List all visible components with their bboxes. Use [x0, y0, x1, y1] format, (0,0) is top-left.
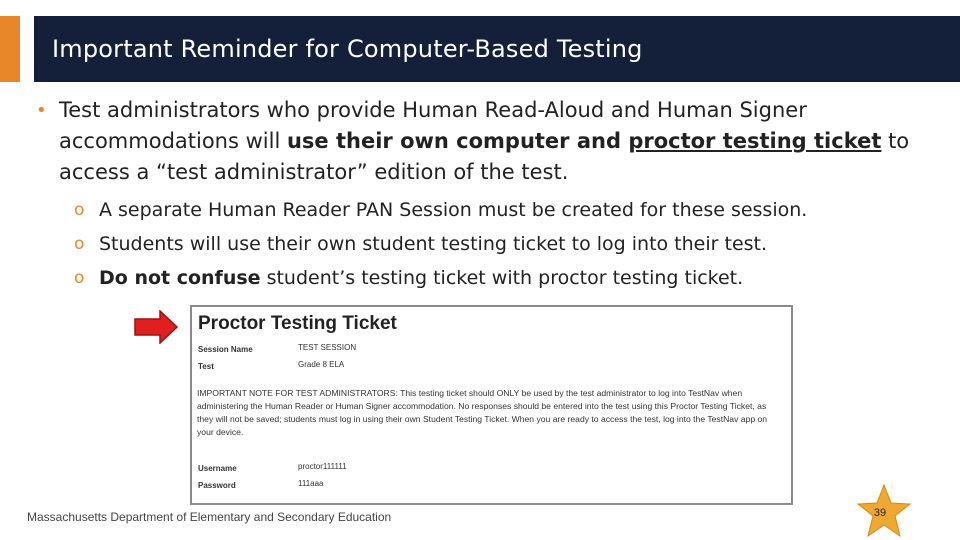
main-bullet: [36, 95, 936, 188]
ticket-title: Proctor Testing Ticket: [198, 313, 397, 334]
ticket-important-note: IMPORTANT NOTE FOR TEST ADMINISTRATORS: This testing ticket should ONLY be used by the test administrator to log into TestNav when administering the Human Reader or Human Signer accommodation. No responses should be entered into the test using this Proctor Testing Ticket, as they will not be saved; students must log in using their own Student Testing Ticket. When you are ready to access the test, log into the TestNav app on your device.: [197, 388, 768, 437]
page-number: 39: [873, 507, 887, 519]
circle-bullet-icon: o: [74, 200, 85, 220]
sub-bullet-list: [74, 193, 934, 295]
ticket-username-value: proctor111111: [298, 462, 347, 471]
bullet-text-part1: Test administrators who provide Human Read-Aloud and Human Signer accommodations will: [59, 98, 807, 153]
circle-bullet-icon: o: [74, 268, 85, 288]
title-accent-bar: [0, 16, 20, 82]
sub-bullet: [74, 227, 934, 261]
sub-bullet: [74, 261, 934, 295]
ticket-test-value: Grade 8 ELA: [298, 360, 345, 369]
ticket-session-value: TEST SESSION: [298, 343, 357, 352]
bullet-text-bold-underline: proctor testing ticket: [628, 129, 882, 153]
sub-bullet: [74, 193, 934, 227]
bullet-text-bold: use their own computer and: [286, 129, 629, 153]
ticket-test-label: Test: [198, 362, 214, 371]
ticket-password-value: 111aaa: [298, 479, 324, 488]
sub-bullet-text: student’s testing ticket with proctor testing ticket.: [260, 267, 744, 289]
ticket-username-label: Username: [198, 464, 237, 473]
main-bullet-text: [59, 95, 936, 188]
sub-bullet-text: A separate Human Reader PAN Session must be created for these session.: [99, 199, 808, 221]
slide-footer: Massachusetts Department of Elementary and Secondary Education: [27, 510, 392, 524]
bullet-text-part2: to access a “test administrator” edition of the test.: [59, 129, 910, 184]
slide-title: Important Reminder for Computer-Based Testing: [52, 35, 643, 63]
sub-bullet-text: Students will use their own student testing ticket to log into their test.: [99, 233, 768, 255]
ticket-session-label: Session Name: [198, 345, 253, 354]
ticket-password-label: Password: [198, 481, 236, 490]
bullet-dot-icon: •: [36, 100, 47, 121]
right-arrow-icon: [134, 310, 178, 344]
circle-bullet-icon: o: [74, 234, 85, 254]
proctor-ticket-image: [190, 305, 793, 505]
sub-bullet-bold: Do not confuse: [99, 267, 261, 289]
slide-title-bar: [34, 16, 960, 82]
